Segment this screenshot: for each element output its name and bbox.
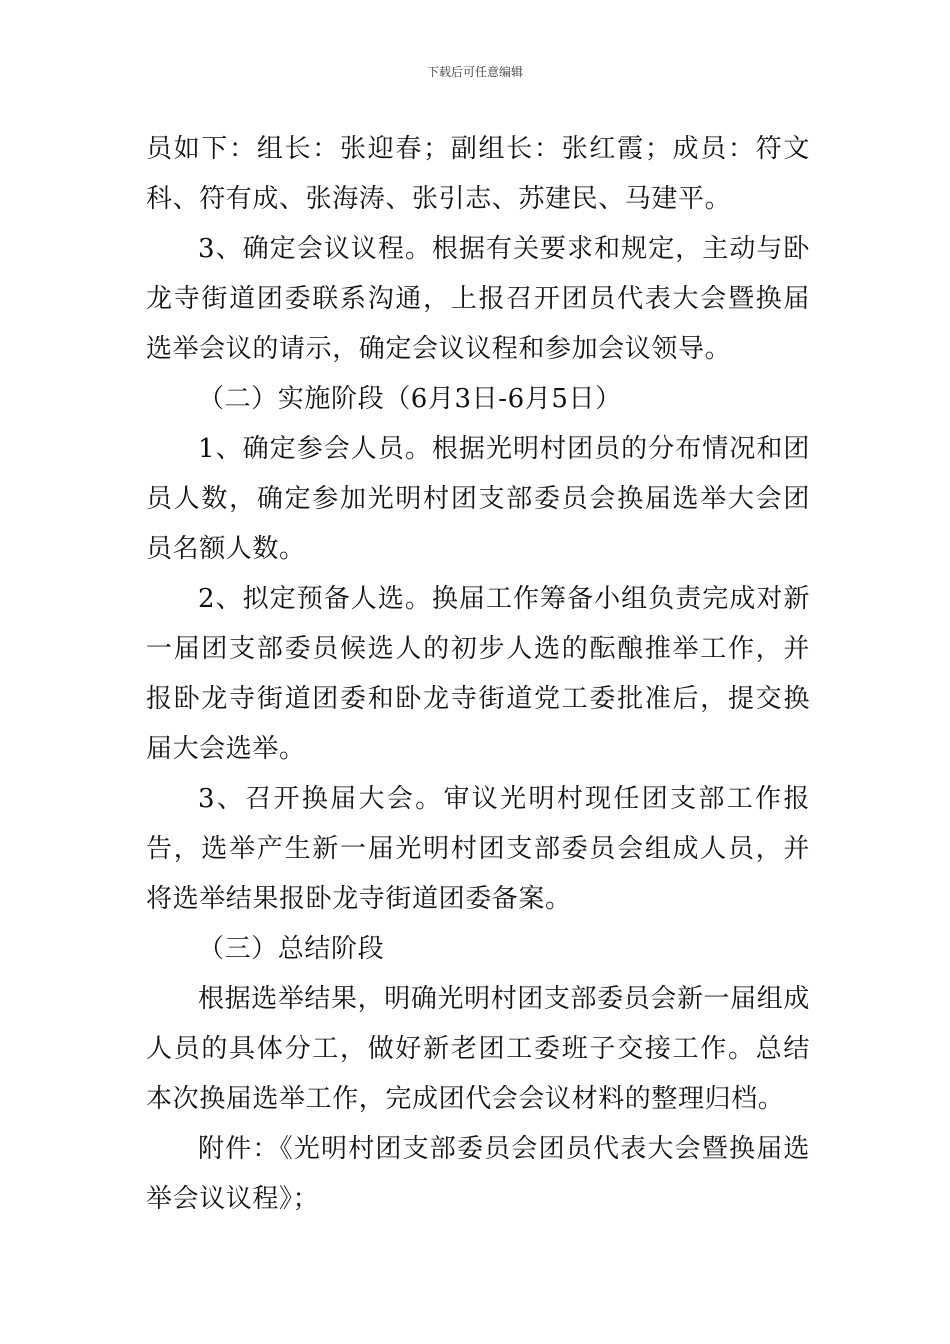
paragraph-summary: 根据选举结果，明确光明村团支部委员会新一届组成人员的具体分工，做好新老团工委班子交接工作。总结本次换届选举工作，完成团代会会议材料的整理归档。	[146, 984, 810, 1114]
section-heading-summary: （三）总结阶段	[198, 934, 385, 964]
paragraph-members-continued: 员如下：组长：张迎春；副组长：张红霞；成员：符文科、符有成、张海涛、张引志、苏建民、马建平。	[146, 134, 810, 214]
paragraph-general-meeting: 3、召开换届大会。审议光明村现任团支部工作报告，选举产生新一届光明村团支部委员会组成人员，并将选举结果报卧龙寺街道团委备案。	[146, 784, 810, 914]
page-header-note: 下载后可任意编辑	[426, 65, 523, 79]
paragraph-agenda: 3、确定会议议程。根据有关要求和规定，主动与卧龙寺街道团委联系沟通，上报召开团员代表大会暨换届选举会议的请示，确定会议议程和参加会议领导。	[146, 234, 810, 364]
paragraph-participants: 1、确定参会人员。根据光明村团员的分布情况和团员人数，确定参加光明村团支部委员会换届选举大会团员名额人数。	[146, 434, 810, 564]
paragraph-candidates: 2、拟定预备人选。换届工作筹备小组负责完成对新一届团支部委员候选人的初步人选的酝酿推举工作，并报卧龙寺街道团委和卧龙寺街道党工委批准后，提交换届大会选举。	[146, 584, 810, 764]
paragraph-attachment: 附件：《光明村团支部委员会团员代表大会暨换届选举会议议程》；	[146, 1134, 810, 1214]
document-body	[146, 124, 810, 1224]
section-heading-implementation: （二）实施阶段（6月3日-6月5日）	[198, 384, 622, 414]
